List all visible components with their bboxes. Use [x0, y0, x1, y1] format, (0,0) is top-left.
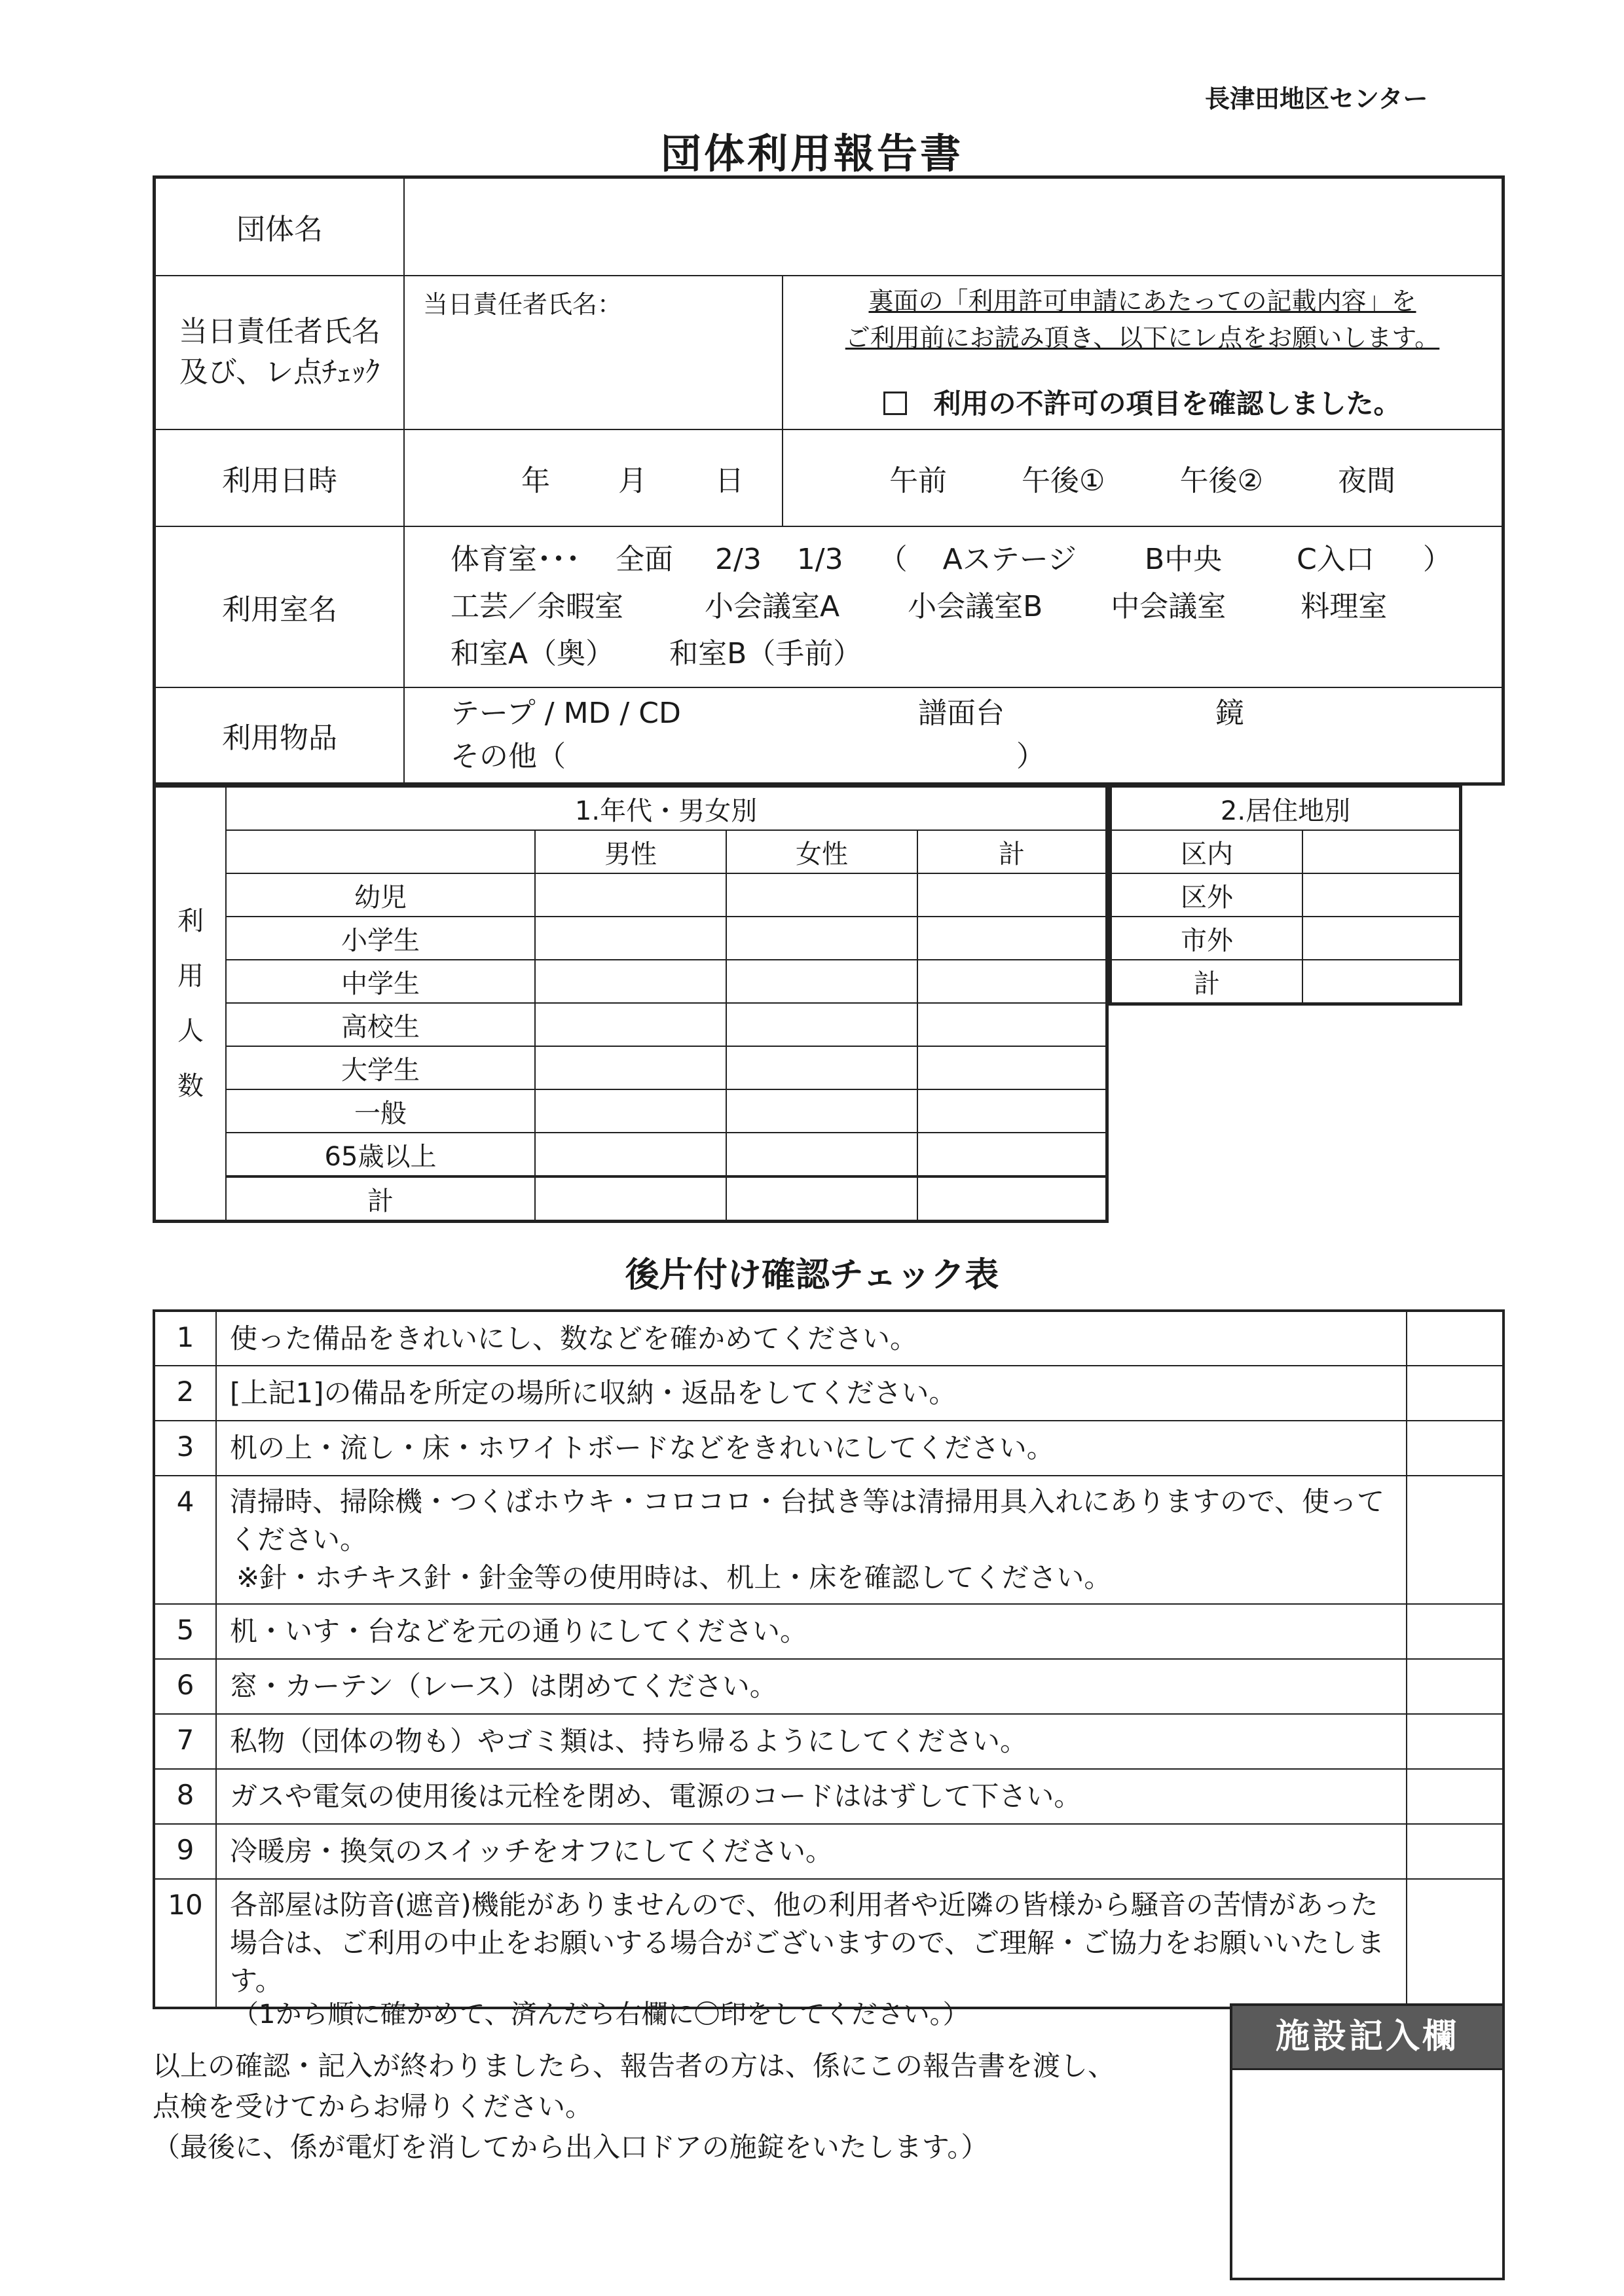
- item-music-stand[interactable]: 譜面台: [918, 696, 1005, 730]
- table-row: [155, 1046, 1107, 1089]
- row-label: 中学生: [226, 960, 535, 1003]
- room-options: [404, 526, 1504, 687]
- room-japanese-b[interactable]: 和室B（手前）: [669, 636, 862, 670]
- confirm-checkbox[interactable]: [883, 392, 907, 415]
- item-number: 1: [154, 1311, 216, 1366]
- facility-entry-box: [1230, 2003, 1505, 2280]
- item-other-close: ）: [1016, 739, 1045, 773]
- table-row: [155, 1176, 1107, 1222]
- footer-line3: （最後に、係が電灯を消してから出入口ドアの施錠をいたします。）: [153, 2131, 989, 2163]
- table-row: [1111, 830, 1461, 873]
- side-char: 数: [177, 1071, 204, 1101]
- item-4-text: 清掃時、掃除機・つくばホウキ・コロコロ・台拭き等は清掃用具入れにありますので、使ってください。: [230, 1485, 1385, 1556]
- total-cell[interactable]: [917, 917, 1107, 960]
- item-number: 8: [154, 1769, 216, 1824]
- male-cell[interactable]: [535, 873, 726, 917]
- total-cell[interactable]: [917, 873, 1107, 917]
- table-row: [155, 1003, 1107, 1046]
- footer-line1: 以上の確認・記入が終わりましたら、報告者の方は、係にこの報告書を渡し、: [153, 2050, 1116, 2082]
- time-slot-afternoon-2[interactable]: 午後②: [1179, 464, 1263, 498]
- checklist-row: [154, 1769, 1504, 1824]
- responsible-label-line1: 当日責任者氏名: [179, 315, 380, 348]
- table-row: [155, 873, 1107, 917]
- room-japanese-a[interactable]: 和室A（奥）: [451, 636, 615, 670]
- item-text: 使った備品をきれいにし、数などを確かめてください。: [216, 1311, 1407, 1366]
- checklist-table: [153, 1309, 1505, 2009]
- table-row: [1111, 873, 1461, 917]
- col-header-male: 男性: [535, 830, 726, 873]
- checklist-row: [154, 1476, 1504, 1604]
- notice-line1: 裏面の「利用許可申請にあたっての記載内容」を: [868, 287, 1416, 316]
- item-number: 6: [154, 1659, 216, 1714]
- side-char: 利: [177, 906, 204, 936]
- item-text: 机の上・流し・床・ホワイトボードなどをきれいにしてください。: [216, 1421, 1407, 1476]
- male-cell[interactable]: [535, 1046, 726, 1089]
- total-cell[interactable]: [917, 1176, 1107, 1222]
- responsible-name-label: 当日責任者氏名：: [423, 289, 623, 319]
- item-text: [上記1]の備品を所定の場所に収納・返品をしてください。: [216, 1366, 1407, 1421]
- item-4-note: ※針・ホチキス針・針金等の使用時は、机上・床を確認してください。: [236, 1561, 1112, 1594]
- item-number: 3: [154, 1421, 216, 1476]
- check-cell[interactable]: [1407, 1879, 1504, 2008]
- female-cell[interactable]: [726, 873, 917, 917]
- residence-cell[interactable]: [1302, 960, 1461, 1004]
- row-label: 65歳以上: [226, 1133, 535, 1176]
- room-gym-one-third[interactable]: 1/3: [796, 542, 843, 576]
- female-cell[interactable]: [726, 1089, 917, 1133]
- item-number: 4: [154, 1476, 216, 1604]
- item-text: 冷暖房・換気のスイッチをオフにしてください。: [216, 1824, 1407, 1879]
- room-medium-meeting[interactable]: 中会議室: [1111, 589, 1227, 623]
- item-text: 机・いす・台などを元の通りにしてください。: [216, 1604, 1407, 1659]
- facility-entry-title: 施設記入欄: [1232, 2006, 1502, 2068]
- total-cell[interactable]: [917, 1003, 1107, 1046]
- confirm-checkbox-label: 利用の不許可の項目を確認しました。: [933, 388, 1401, 420]
- room-row-3: [451, 630, 1456, 678]
- time-slot-cell: [783, 429, 1504, 526]
- residence-label: 区外: [1111, 873, 1303, 917]
- table-row: [155, 960, 1107, 1003]
- residence-cell[interactable]: [1302, 830, 1461, 873]
- room-small-meeting-a[interactable]: 小会議室A: [705, 589, 840, 623]
- item-number: 5: [154, 1604, 216, 1659]
- male-cell[interactable]: [535, 1089, 726, 1133]
- organization-name: 長津田地区センター: [1205, 84, 1428, 113]
- side-char: 人: [177, 1016, 204, 1046]
- age-gender-title: 1.年代・男女別: [226, 786, 1107, 831]
- row-label: 大学生: [226, 1046, 535, 1089]
- check-cell[interactable]: [1407, 1604, 1504, 1659]
- total-cell[interactable]: [917, 1133, 1107, 1176]
- room-label: 利用室名: [155, 526, 405, 687]
- female-cell[interactable]: [726, 1003, 917, 1046]
- residence-title: 2.居住地別: [1111, 786, 1461, 831]
- item-text: 私物（団体の物も）やゴミ類は、持ち帰るようにしてください。: [216, 1714, 1407, 1769]
- page-title: 団体利用報告書: [660, 130, 963, 177]
- item-number: 7: [154, 1714, 216, 1769]
- check-cell[interactable]: [1407, 1824, 1504, 1879]
- total-cell[interactable]: [917, 1089, 1107, 1133]
- female-cell[interactable]: [726, 917, 917, 960]
- item-options: [404, 687, 1504, 784]
- paren-open: （: [878, 542, 908, 576]
- room-a-stage[interactable]: Aステージ: [942, 542, 1077, 576]
- row-label: 高校生: [226, 1003, 535, 1046]
- check-cell[interactable]: [1407, 1769, 1504, 1824]
- residence-label: 計: [1111, 960, 1303, 1004]
- room-c-entrance[interactable]: C入口: [1297, 542, 1375, 576]
- checklist-title: 後片付け確認チェック表: [625, 1256, 999, 1295]
- col-header-total: 計: [917, 830, 1107, 873]
- checklist-row: [154, 1879, 1504, 2008]
- footer-notice: [153, 2046, 1115, 2168]
- check-cell[interactable]: [1407, 1714, 1504, 1769]
- room-small-meeting-b[interactable]: 小会議室B: [908, 589, 1043, 623]
- check-cell[interactable]: [1407, 1476, 1504, 1604]
- row-label: 幼児: [226, 873, 535, 917]
- info-table: [153, 175, 1505, 786]
- attendance-table: [153, 784, 1109, 1223]
- notice-cell: [783, 276, 1504, 429]
- confirm-checkbox-row[interactable]: [783, 382, 1502, 422]
- female-cell[interactable]: [726, 1176, 917, 1222]
- residence-cell[interactable]: [1302, 873, 1461, 917]
- group-name-field[interactable]: [404, 177, 1504, 276]
- date-label: 利用日時: [155, 429, 405, 526]
- responsible-label-line2: 及び、レ点ﾁｪｯｸ: [179, 355, 380, 389]
- room-gym-two-thirds[interactable]: 2/3: [715, 542, 762, 576]
- time-slot-morning[interactable]: 午前: [889, 464, 948, 498]
- male-cell[interactable]: [535, 1133, 726, 1176]
- checklist-row: [154, 1421, 1504, 1476]
- item-mirror[interactable]: 鏡: [1215, 696, 1244, 730]
- responsible-name-field[interactable]: [404, 276, 783, 429]
- row-label: 計: [226, 1176, 535, 1222]
- time-slot-afternoon-1[interactable]: 午後①: [1022, 464, 1105, 498]
- paren-close: ）: [1422, 542, 1452, 576]
- checklist-row: [154, 1824, 1504, 1879]
- item-text: [216, 1476, 1407, 1604]
- checklist-row: [154, 1604, 1504, 1659]
- item-text: 窓・カーテン（レース）は閉めてください。: [216, 1659, 1407, 1714]
- checklist-row: [154, 1659, 1504, 1714]
- group-name-label: 団体名: [155, 177, 405, 276]
- female-cell[interactable]: [726, 960, 917, 1003]
- room-gym[interactable]: 体育室･･･: [451, 542, 580, 576]
- check-cell[interactable]: [1407, 1366, 1504, 1421]
- male-cell[interactable]: [535, 1176, 726, 1222]
- date-field[interactable]: [404, 429, 783, 526]
- footer-line2: 点検を受けてからお帰りください。: [153, 2090, 593, 2123]
- item-text: 各部屋は防音(遮音)機能がありませんので、他の利用者や近隣の皆様から騒音の苦情があった場合は、ご利用の中止をお願いする場合がございますので、ご理解・ご協力をお願いいたします。: [216, 1879, 1407, 2008]
- total-cell[interactable]: [917, 960, 1107, 1003]
- day-label: 日: [715, 464, 744, 498]
- check-cell[interactable]: [1407, 1659, 1504, 1714]
- checklist-row: [154, 1366, 1504, 1421]
- item-text: ガスや電気の使用後は元栓を閉め、電源のコードははずして下さい。: [216, 1769, 1407, 1824]
- checklist-row: [154, 1311, 1504, 1366]
- row-label: 一般: [226, 1089, 535, 1133]
- check-cell[interactable]: [1407, 1311, 1504, 1366]
- female-cell[interactable]: [726, 1046, 917, 1089]
- female-cell[interactable]: [726, 1133, 917, 1176]
- room-crafts[interactable]: 工芸／余暇室: [451, 589, 623, 623]
- attendance-side-label: [155, 786, 227, 1222]
- checklist-instruction: （1から順に確かめて、済んだら右欄に〇印をしてください。）: [232, 1999, 969, 2030]
- item-other-label: その他（: [451, 739, 566, 773]
- responsible-label: [155, 276, 405, 429]
- item-number: 10: [154, 1879, 216, 2008]
- table-row: [1111, 917, 1461, 960]
- male-cell[interactable]: [535, 917, 726, 960]
- year-label: 年: [521, 464, 550, 498]
- room-row-2: [451, 583, 1456, 630]
- room-cooking[interactable]: 料理室: [1301, 589, 1388, 623]
- time-slot-night[interactable]: 夜間: [1337, 464, 1395, 498]
- side-char: 用: [177, 961, 204, 991]
- item-tape-md-cd[interactable]: テープ / MD / CD: [451, 696, 681, 730]
- table-row: [155, 1133, 1107, 1176]
- table-row: [155, 1089, 1107, 1133]
- total-cell[interactable]: [917, 1046, 1107, 1089]
- row-label: 小学生: [226, 917, 535, 960]
- item-number: 9: [154, 1824, 216, 1879]
- male-cell[interactable]: [535, 1003, 726, 1046]
- facility-entry-field[interactable]: [1232, 2068, 1502, 2277]
- table-row: [1111, 960, 1461, 1004]
- item-number: 2: [154, 1366, 216, 1421]
- month-label: 月: [618, 464, 647, 498]
- male-cell[interactable]: [535, 960, 726, 1003]
- notice-line2: ご利用前にお読み頂き、以下にレ点をお願いします。: [845, 323, 1440, 352]
- room-row-1: [451, 536, 1456, 583]
- checklist-row: [154, 1714, 1504, 1769]
- items-label: 利用物品: [155, 687, 405, 784]
- col-header-blank: [226, 830, 535, 873]
- check-cell[interactable]: [1407, 1421, 1504, 1476]
- table-row: [155, 917, 1107, 960]
- residence-cell[interactable]: [1302, 917, 1461, 960]
- room-gym-full[interactable]: 全面: [616, 542, 673, 576]
- residence-label: 区内: [1111, 830, 1303, 873]
- residence-table: [1109, 784, 1462, 1006]
- residence-label: 市外: [1111, 917, 1303, 960]
- col-header-female: 女性: [726, 830, 917, 873]
- room-b-center[interactable]: B中央: [1144, 542, 1223, 576]
